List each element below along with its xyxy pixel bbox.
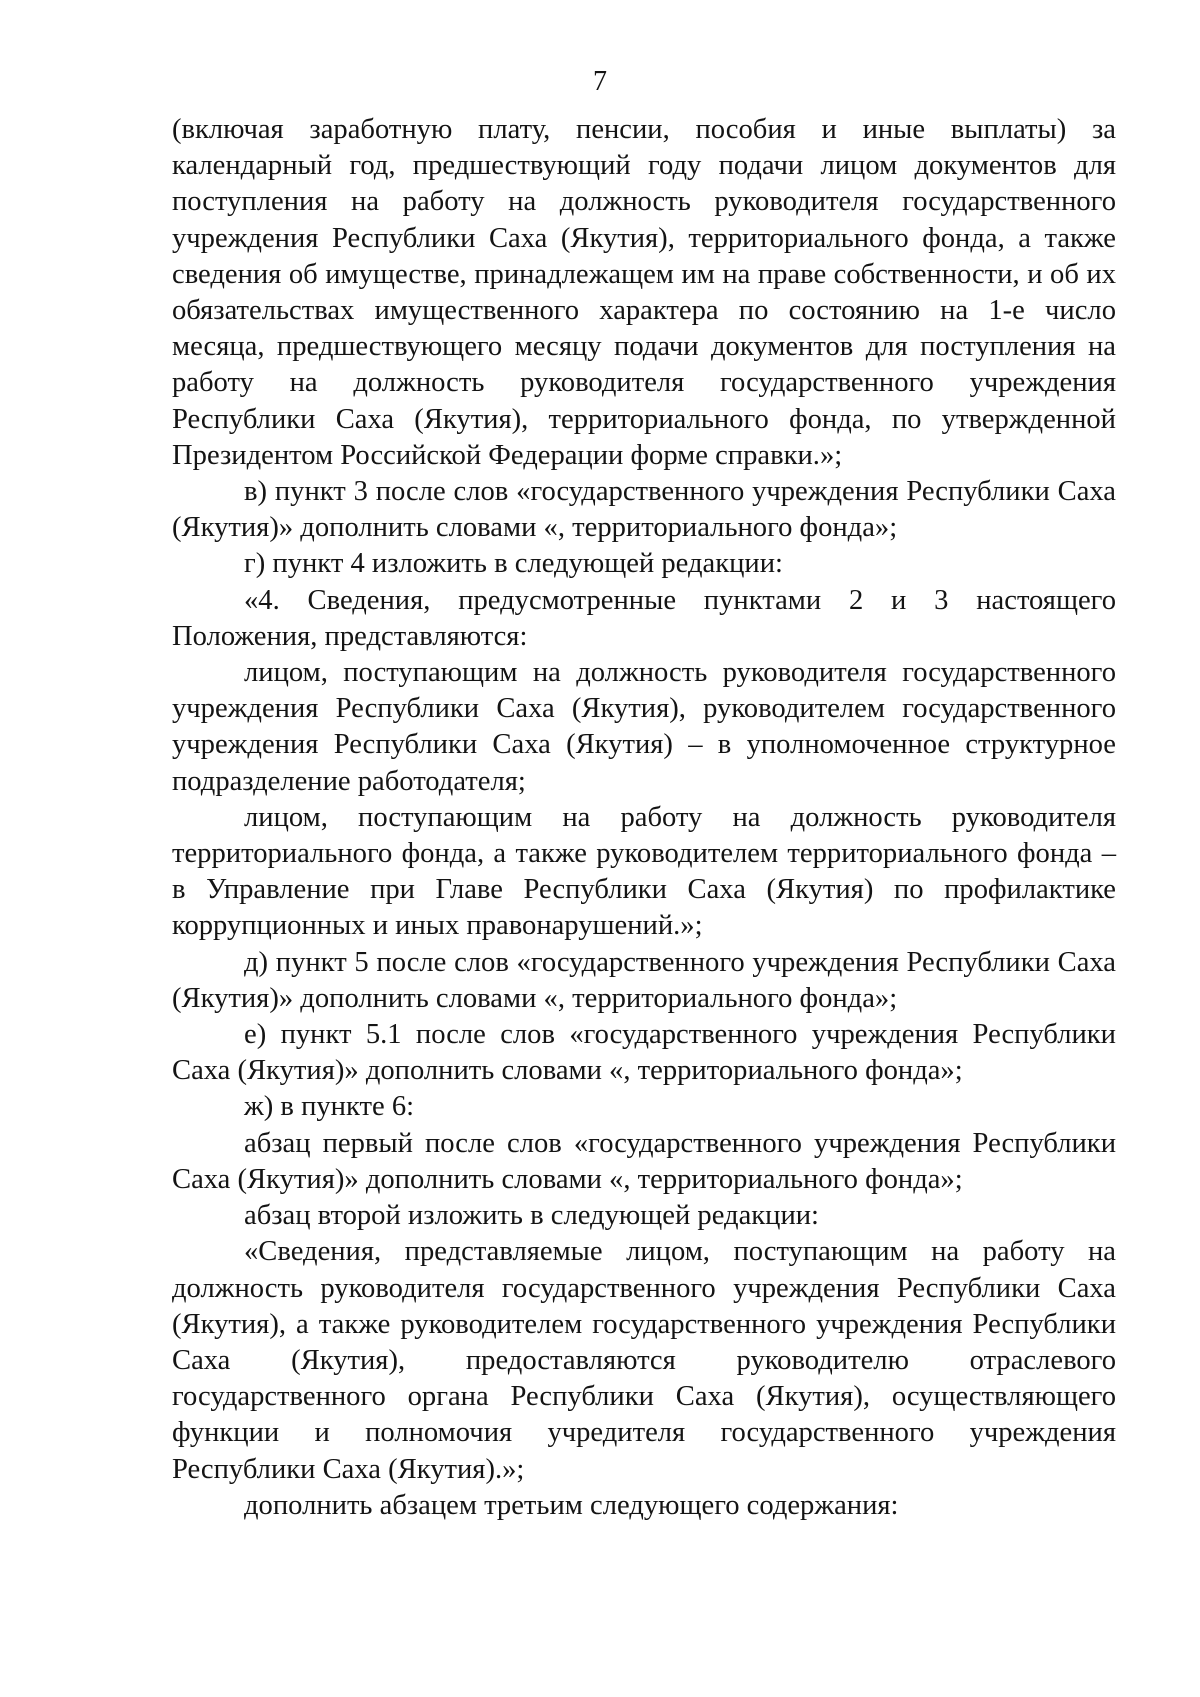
paragraph: ж) в пункте 6: (244, 1091, 415, 1123)
document-body (172, 112, 1116, 1524)
paragraph: е) пункт 5.1 после слов «государственного учреждения Республики Саха (Якутия)» дополнить словами «, территориального фонда»; (172, 1019, 1116, 1087)
paragraph: абзац второй изложить в следующей редакции: (244, 1200, 820, 1232)
paragraph: (включая заработную плату, пенсии, пособия и иные выплаты) за календарный год, предшествующий году подачи лицом документов для поступления на работу на должность руководителя государственного учреждения Республики Саха (Якутия), территориального фонда, а также сведения об имуществе, принадлежащем им на праве собственности, и об их обязательствах имущественного характера по состоянию на 1-е число месяца, предшествующего месяцу подачи документов для поступления на работу на должность руководителя государственного учреждения Республики Саха (Якутия), территориального фонда, по утвержденной Президентом Российской Федерации форме справки.»; (172, 114, 1116, 471)
paragraph: «4. Сведения, предусмотренные пунктами 2 и 3 настоящего Положения, представляются: (172, 584, 1116, 652)
paragraph: абзац первый после слов «государственного учреждения Республики Саха (Якутия)» дополнить словами «, территориального фонда»; (172, 1127, 1116, 1195)
paragraph: г) пункт 4 изложить в следующей редакции: (244, 548, 783, 580)
paragraph: «Сведения, представляемые лицом, поступающим на работу на должность руководителя государственного учреждения Республики Саха (Якутия), а также руководителем государственного учреждения Республики Саха (Якутия), предоставляются руководителю отраслевого государственного органа Республики Саха (Якутия), осуществляющего функции и полномочия учредителя государственного учреждения Республики Саха (Якутия).»; (172, 1236, 1116, 1485)
paragraph: д) пункт 5 после слов «государственного учреждения Республики Саха (Якутия)» дополнить словами «, территориального фонда»; (172, 946, 1116, 1014)
paragraph: лицом, поступающим на должность руководителя государственного учреждения Республики Саха (Якутия), руководителем государственного учреждения Республики Саха (Якутия) – в уполномоченное структурное подразделение работодателя; (172, 657, 1116, 797)
paragraph: лицом, поступающим на работу на должность руководителя территориального фонда, а также руководителем территориального фонда – в Управление при Главе Республики Саха (Якутия) по профилактике коррупционных и иных правонарушений.»; (172, 801, 1116, 942)
page-number: 7 (593, 66, 607, 97)
paragraph: дополнить абзацем третьим следующего содержания: (244, 1489, 899, 1521)
paragraph: в) пункт 3 после слов «государственного учреждения Республики Саха (Якутия)» дополнить словами «, территориального фонда»; (172, 476, 1116, 544)
